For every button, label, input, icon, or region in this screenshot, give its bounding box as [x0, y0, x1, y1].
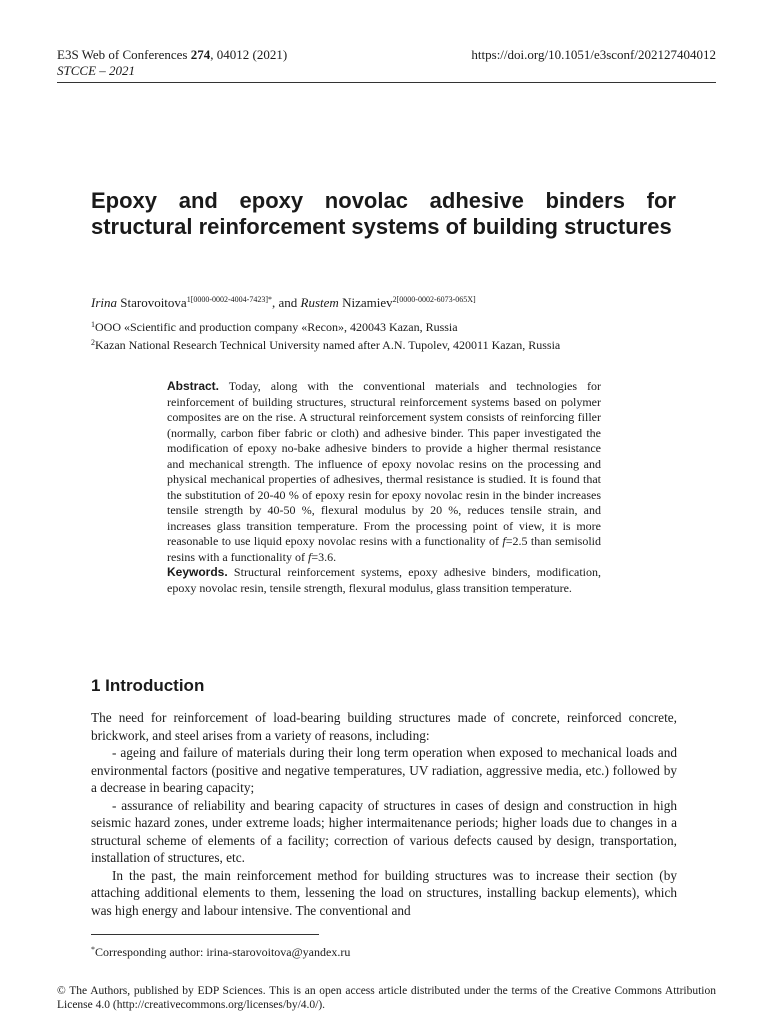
header-row — [57, 47, 716, 63]
keywords-text: Structural reinforcement systems, epoxy adhesive binders, modification, epoxy novolac resin, tensile strength, flexural modulus, glass transition temperature. — [167, 565, 601, 595]
abstract-functionality-symbol-2: f — [307, 549, 312, 564]
author-2-last-name: Nizamiev — [338, 295, 393, 310]
page-header — [57, 47, 716, 79]
doi-link[interactable]: https://doi.org/10.1051/e3sconf/202127404012 — [471, 47, 716, 62]
keywords-label: Keywords. — [167, 565, 228, 579]
abstract-paragraph — [167, 379, 601, 565]
paper-title: Epoxy and epoxy novolac adhesive binders for structural reinforcement systems of building structures — [91, 188, 676, 239]
author-list — [91, 292, 476, 311]
author-2-first-name: Rustem — [300, 295, 339, 310]
author-1-first-name: Irina — [91, 295, 117, 310]
section-heading: 1 Introduction — [91, 676, 205, 695]
affiliation-1-number: 1 — [91, 320, 95, 329]
affiliation-1 — [91, 317, 560, 335]
author-2-orcid: 2[0000-0002-6073-065X] — [392, 295, 476, 304]
header-divider — [57, 82, 716, 83]
abstract-block — [167, 379, 601, 596]
abstract-functionality-symbol-1: f — [502, 534, 506, 548]
author-1-last-name: Starovoitova — [117, 295, 187, 310]
affiliation-2 — [91, 335, 560, 353]
journal-name: E3S Web of Conferences — [57, 47, 191, 62]
license-notice: © The Authors, published by EDP Sciences. This is an open access article distributed under the terms of the Creative Commons Attribution License 4.0 (http://creativecommons.org/licenses/by/4.0/). — [57, 985, 716, 1011]
abstract-label: Abstract. — [167, 379, 220, 393]
journal-citation — [57, 47, 287, 63]
body-paragraph-3: - assurance of reliability and bearing capacity of structures in cases of design and construction in high seismic hazard zones, under extreme loads; higher intermaitenance periods; higher loads due to changes in a structural scheme of elements of a facility; correction of various defects caused by design, transportation, installation of structures, etc. — [91, 797, 677, 865]
affiliation-1-text: OOO «Scientific and production company «Recon», 420043 Kazan, Russia — [95, 320, 458, 334]
footnote-mark: * — [91, 945, 95, 954]
journal-volume: 274 — [190, 47, 211, 62]
body-paragraph-4: In the past, the main reinforcement method for building structures was to increase their section (by attaching additional elements to them, lessening the load on structures, installing backup elements), which was high energy and labour intensive. The conventional and — [91, 867, 677, 918]
affiliation-2-text: Kazan National Research Technical University named after A.N. Tupolev, 420011 Kazan, Russia — [95, 338, 561, 352]
abstract-text-c: =3.6. — [311, 549, 337, 564]
journal-article-number: , 04012 (2021) — [210, 47, 288, 62]
body-text — [91, 709, 677, 919]
footnote-divider — [91, 934, 319, 935]
author-1-orcid: 1[0000-0002-4004-7423]* — [186, 295, 273, 304]
affiliation-2-number: 2 — [91, 338, 95, 347]
keywords-paragraph — [167, 565, 601, 596]
abstract-text-a: Today, along with the conventional materials and technologies for reinforcement of building structures, structural reinforcement systems based on polymer composites are on the rise. A structural reinforcement system consists of reinforcing filler (normally, carbon fiber fabric or cloth) and adhesive binder. This paper investigated the modification of epoxy no-bake adhesive binders to provide a higher thermal resistance and mechanical strength. The influence of epoxy novolac resins on the processing and physical mechanical properties of adhesives, thermal resistance is studied. It is found that the substitution of 20-40 % of epoxy resin for epoxy novolac resin in the binder increases tensile strength by 40-50 %, flexural modulus by 20 %, reduces tensile strain, and increases glass transition temperature. From the processing point of view, it is more reasonable to use liquid epoxy novolac resins with a functionality of — [167, 379, 601, 548]
body-paragraph-1: The need for reinforcement of load-bearing building structures made of concrete, reinforced concrete, brickwork, and steel arises from a variety of reasons, including: — [91, 710, 677, 743]
footnote-text: Corresponding author: irina-starovoitova@yandex.ru — [95, 945, 351, 959]
author-connector: , and — [272, 295, 301, 310]
conference-name: STCCE – 2021 — [57, 63, 136, 78]
affiliation-list — [91, 317, 560, 353]
footnote — [91, 942, 350, 960]
body-paragraph-2: - ageing and failure of materials during their long term operation when exposed to mechanical loads and environmental factors (positive and negative temperatures, UV radiation, aggressive media, etc.) followed by a decrease in bearing capacity; — [91, 745, 677, 795]
abstract-text-b: =2.5 than semisolid resins with a functionality of — [167, 534, 601, 564]
